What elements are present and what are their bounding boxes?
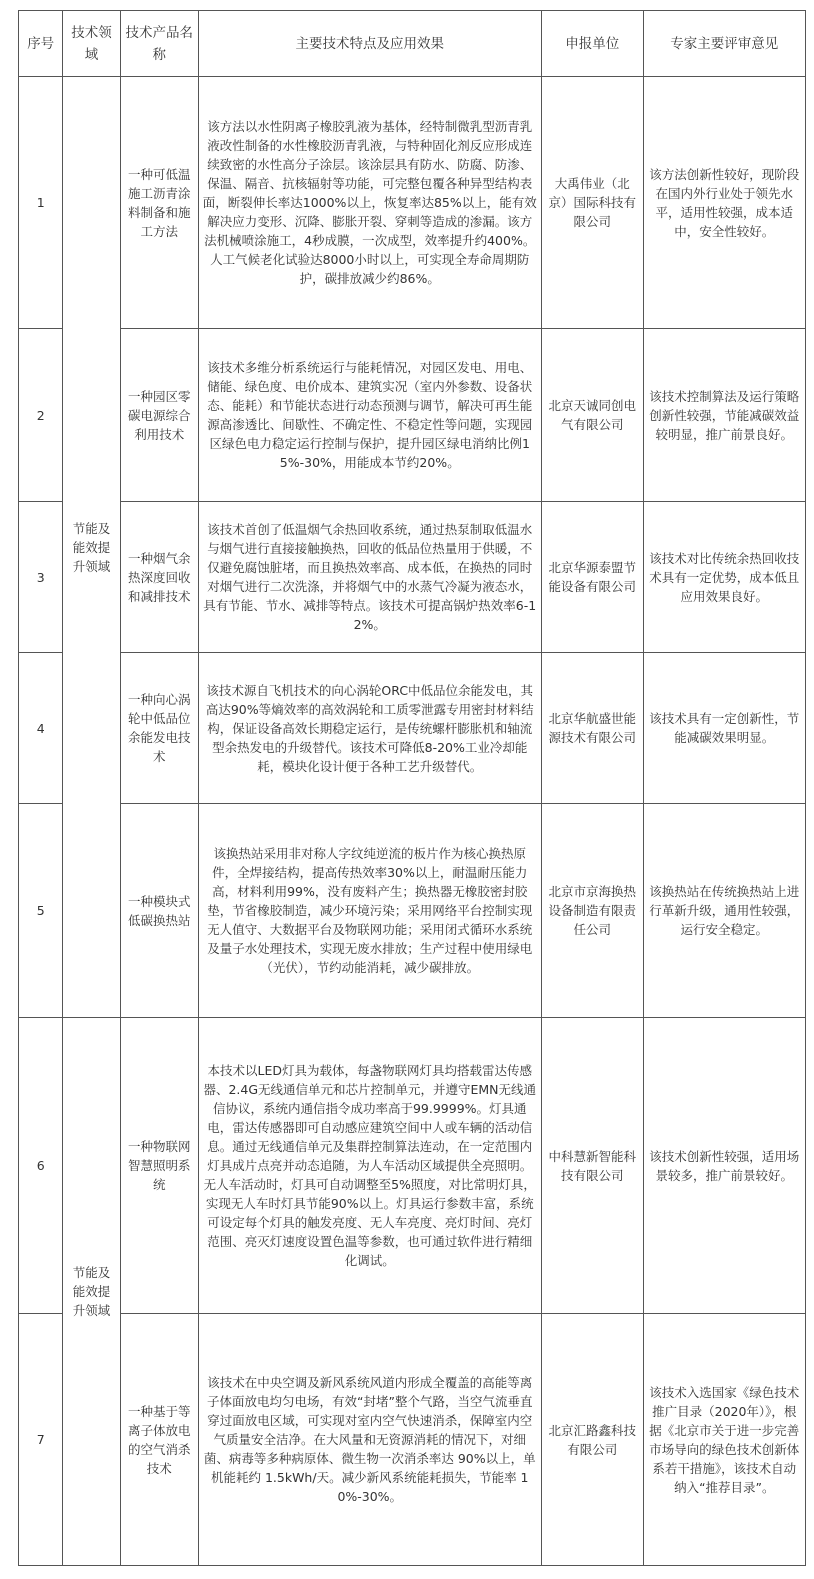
header-num: 序号 <box>19 11 63 77</box>
row-unit: 大禹伟业（北京）国际科技有限公司 <box>541 77 643 329</box>
table-row <box>19 1018 806 1314</box>
header-unit: 申报单位 <box>541 11 643 77</box>
table-header-row <box>19 11 806 77</box>
row-unit: 北京华源泰盟节能设备有限公司 <box>541 502 643 653</box>
row-features: 该技术在中央空调及新风系统风道内形成全覆盖的高能等离子体面放电均匀电场，有效“封堵”整个气路，当空气流垂直穿过面放电区域，可实现对室内空气快速消杀，保障室内空气质量安全洁净。在大风量和无资源消耗的情况下，对细菌、病毒等多种病原体、微生物一次消杀率达 90%以上，单机能耗约 1.5kWh/天。减少新风系统能耗损失，节能率 10%-30%。 <box>198 1314 541 1566</box>
row-review: 该技术创新性较强，适用场景较多，推广前景较好。 <box>643 1018 805 1314</box>
header-review: 专家主要评审意见 <box>643 11 805 77</box>
row-name: 一种模块式低碳换热站 <box>120 804 198 1018</box>
row-features: 该换热站采用非对称人字纹纯逆流的板片作为核心换热原件，全焊接结构，提高传热效率30%以上，耐温耐压能力高，材料利用99%，没有废料产生；换热器无橡胶密封胶垫，节省橡胶制造，减少环境污染；采用网络平台控制实现无人值守、大数据平台及物联网功能；采用闭式循环水系统及量子水处理技术，实现无废水排放；生产过程中使用绿电（光伏），节约动能消耗，减少碳排放。 <box>198 804 541 1018</box>
row-review: 该技术对比传统余热回收技术具有一定优势，成本低且应用效果良好。 <box>643 502 805 653</box>
header-field: 技术领域 <box>63 11 120 77</box>
field-cell: 节能及能效提升领域 <box>63 1018 120 1566</box>
row-features: 该技术首创了低温烟气余热回收系统，通过热泵制取低温水与烟气进行直接接触换热，回收的低品位热量用于供暖，不仅避免腐蚀脏堵，而且换热效率高、成本低，在换热的同时对烟气进行二次洗涤，并将烟气中的水蒸气冷凝为液态水，具有节能、节水、减排等特点。该技术可提高锅炉热效率6-12%。 <box>198 502 541 653</box>
row-review: 该换热站在传统换热站上进行革新升级，通用性较强，运行安全稳定。 <box>643 804 805 1018</box>
table-row <box>19 1314 806 1566</box>
table-row <box>19 502 806 653</box>
row-num: 1 <box>19 77 63 329</box>
header-features: 主要技术特点及应用效果 <box>198 11 541 77</box>
row-num: 7 <box>19 1314 63 1566</box>
row-review: 该技术控制算法及运行策略创新性较强，节能减碳效益较明显，推广前景良好。 <box>643 329 805 502</box>
row-name: 一种物联网智慧照明系统 <box>120 1018 198 1314</box>
row-unit: 北京天诚同创电气有限公司 <box>541 329 643 502</box>
row-name: 一种烟气余热深度回收和减排技术 <box>120 502 198 653</box>
table-row <box>19 653 806 804</box>
technology-table <box>18 10 806 1566</box>
row-features: 该技术多维分析系统运行与能耗情况，对园区发电、用电、储能、绿色度、电价成本、建筑实况（室内外参数、设备状态、能耗）和节能状态进行动态预测与调节，解决可再生能源高渗透比、间歇性、不确定性、不稳定性等问题，实现园区绿色电力稳定运行控制与保护，提升园区绿电消纳比例15%-30%，用能成本节约20%。 <box>198 329 541 502</box>
row-name: 一种园区零碳电源综合利用技术 <box>120 329 198 502</box>
row-unit: 北京市京海换热设备制造有限责任公司 <box>541 804 643 1018</box>
row-name: 一种向心涡轮中低品位余能发电技术 <box>120 653 198 804</box>
row-num: 2 <box>19 329 63 502</box>
row-unit: 北京华航盛世能源技术有限公司 <box>541 653 643 804</box>
row-name: 一种可低温施工沥青涂料制备和施工方法 <box>120 77 198 329</box>
table-row <box>19 77 806 329</box>
row-features: 该技术源自飞机技术的向心涡轮ORC中低品位余能发电，其高达90%等熵效率的高效涡轮和工质零泄露专用密封材料结构，保证设备高效长期稳定运行，是传统螺杆膨胀机和轴流型余热发电的升级替代。该技术可降低8-20%工业冷却能耗，模块化设计便于各种工艺升级替代。 <box>198 653 541 804</box>
row-num: 4 <box>19 653 63 804</box>
row-num: 6 <box>19 1018 63 1314</box>
table-row <box>19 804 806 1018</box>
header-name: 技术产品名称 <box>120 11 198 77</box>
row-features: 该方法以水性阴离子橡胶乳液为基体，经特制微乳型沥青乳液改性制备的水性橡胶沥青乳液，与特种固化剂反应形成连续致密的水性高分子涂层。该涂层具有防水、防腐、防渗、保温、隔音、抗核辐射等功能，可完整包覆各种异型结构表面，断裂伸长率达1000%以上，恢复率达85%以上，能有效解决应力变形、沉降、膨胀开裂、穿刺等造成的渗漏。该方法机械喷涂施工，4秒成膜，一次成型，效率提升约400%。人工气候老化试验达8000小时以上，可实现全寿命周期防护，碳排放减少约86%。 <box>198 77 541 329</box>
row-review: 该方法创新性较好，现阶段在国内外行业处于领先水平，适用性较强，成本适中，安全性较好。 <box>643 77 805 329</box>
row-unit: 北京汇路鑫科技有限公司 <box>541 1314 643 1566</box>
row-num: 5 <box>19 804 63 1018</box>
row-features: 本技术以LED灯具为载体，每盏物联网灯具均搭载雷达传感器、2.4G无线通信单元和芯片控制单元，并遵守EMN无线通信协议，系统内通信指令成功率高于99.9999%。灯具通电，雷达传感器即可自动感应建筑空间中人或车辆的活动信息。通过无线通信单元及集群控制算法连动，在一定范围内灯具成片点亮并动态追随，为人车活动区域提供全亮照明。无人车活动时，灯具可自动调整至5%照度，对比常明灯具，实现无人车时灯具节能90%以上。灯具运行参数丰富，系统可设定每个灯具的触发亮度、无人车亮度、亮灯时间、亮灯范围、亮灭灯速度设置色温等参数，也可通过软件进行精细化调试。 <box>198 1018 541 1314</box>
row-name: 一种基于等离子体放电的空气消杀技术 <box>120 1314 198 1566</box>
row-num: 3 <box>19 502 63 653</box>
table-row <box>19 329 806 502</box>
row-review: 该技术具有一定创新性，节能减碳效果明显。 <box>643 653 805 804</box>
field-cell: 节能及能效提升领域 <box>63 77 120 1018</box>
row-review: 该技术入选国家《绿色技术推广目录（2020年）》，根据《北京市关于进一步完善市场导向的绿色技术创新体系若干措施》，该技术自动纳入“推荐目录”。 <box>643 1314 805 1566</box>
row-unit: 中科慧新智能科技有限公司 <box>541 1018 643 1314</box>
